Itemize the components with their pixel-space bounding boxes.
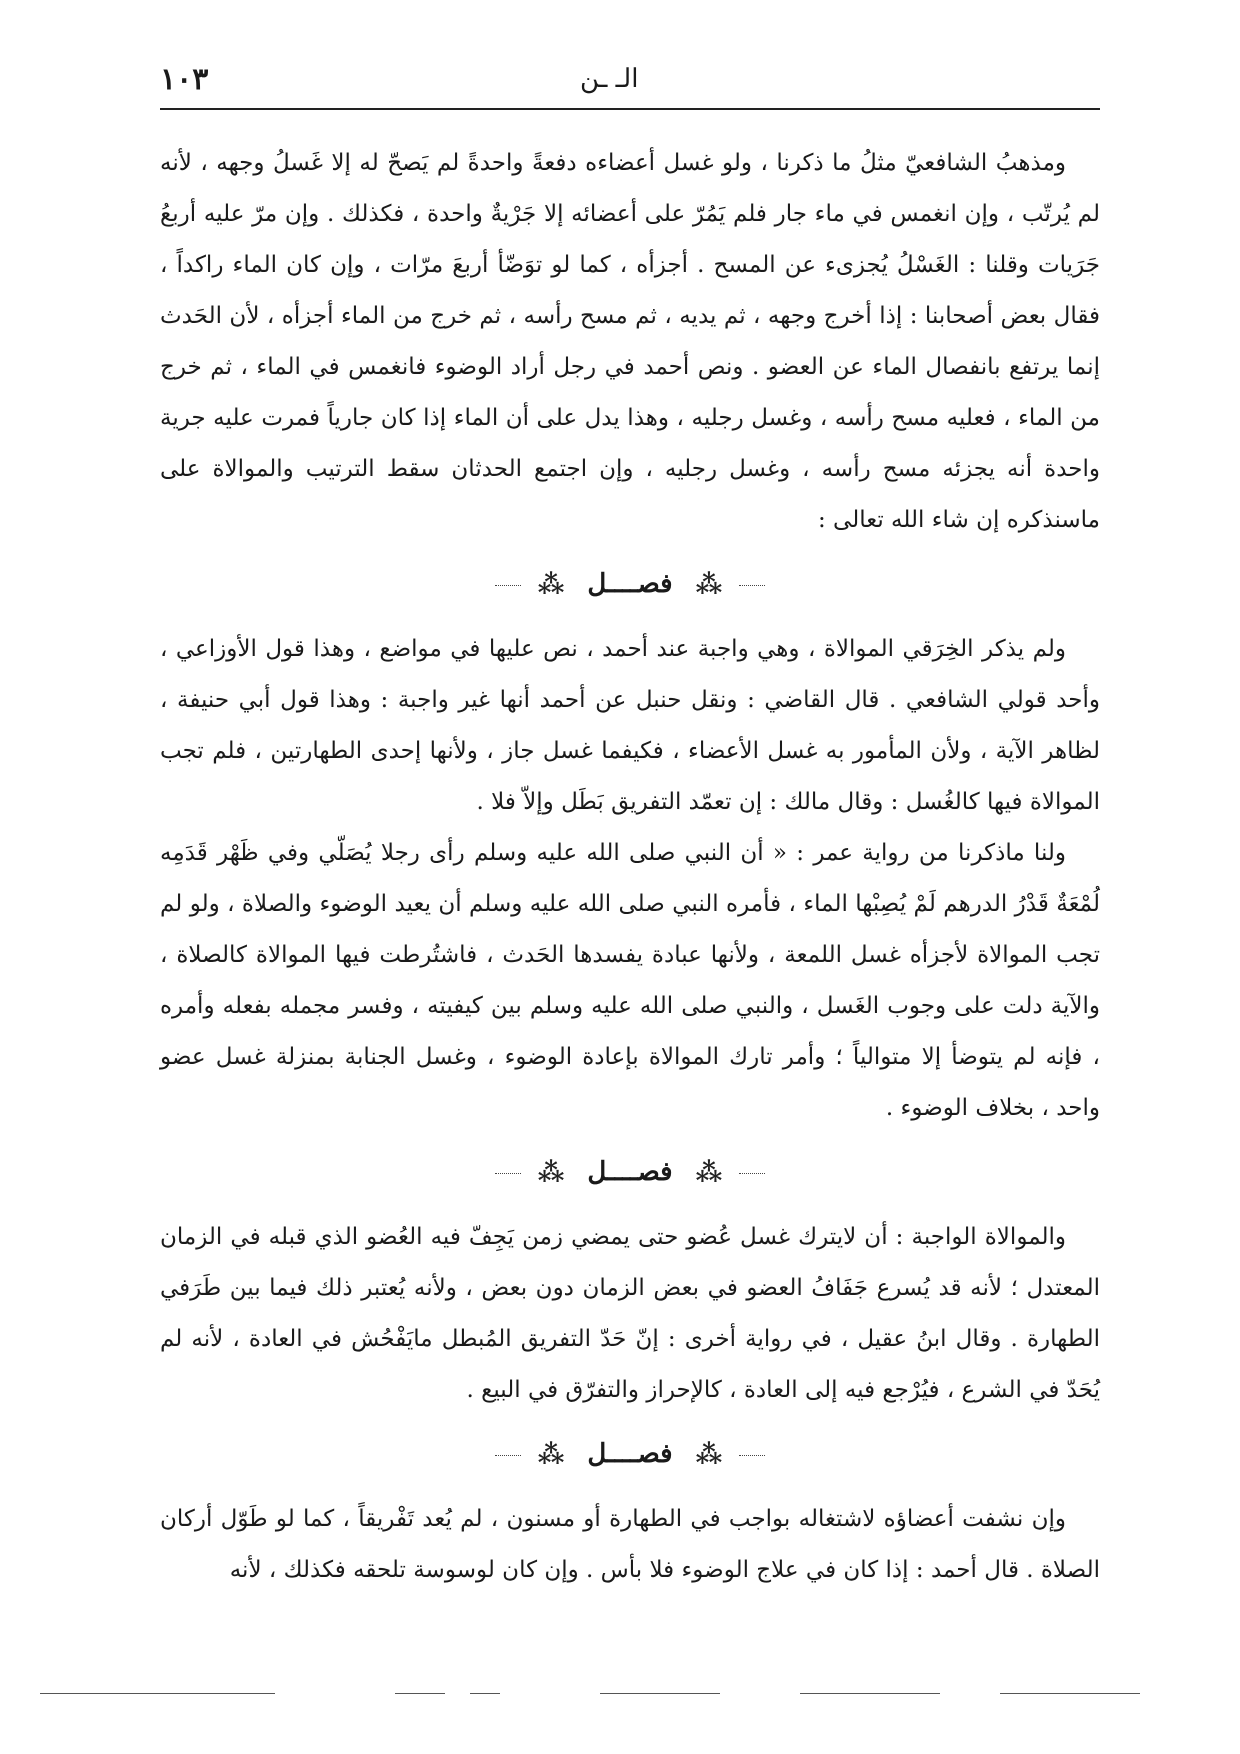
section-heading xyxy=(160,1424,1100,1484)
page-body xyxy=(160,138,1100,1596)
ornament-icon: ⁂ xyxy=(537,1158,565,1188)
section-title: فصــــل xyxy=(587,569,673,599)
ornament-line xyxy=(739,585,765,586)
ornament-icon: ⁂ xyxy=(695,570,723,600)
ornament-icon: ⁂ xyxy=(695,1440,723,1470)
page-number: ١٠٣ xyxy=(160,62,209,97)
paragraph-text: والموالاة الواجبة : أن لايترك غسل عُضو حتى يمضي زمن يَجِفّ فيه العُضو الذي قبله في الزمان المعتدل ؛ لأنه قد يُسرع جَفَافُ العضو في بعض الزمان دون بعض ، ولأنه يُعتبر ذلك فيما بين طَرَفي الطهارة . وقال ابنُ عقيل ، في رواية أخرى : إنّ حَدّ التفريق المُبطل مايَفْحُش في العادة ، لأنه لم يُحَدّ في الشرع ، فيُرْجع فيه إلى العادة ، كالإحراز والتفرّق في البيع . xyxy=(160,1224,1100,1403)
paragraph-text: ومذهبُ الشافعيّ مثلُ ما ذكرنا ، ولو غسل أعضاءه دفعةً واحدةً لم يَصحّ له إلا غَسلُ وجهه ، لأنه لم يُرتّب ، وإن انغمس في ماء جار فلم يَمُرّ على أعضائه إلا جَرْيةٌ واحدة ، فكذلك . وإن مرّ عليه أربعُ جَرَيات وقلنا : الغَسْلُ يُجزىء عن المسح . أجزأه ، كما لو توَضّأ أربعَ مرّات ، وإن كان الماء راكداً ، فقال بعض أصحابنا : إذا أخرج وجهه ، ثم يديه ، ثم مسح رأسه ، ثم خرج من الماء أجزأه ، لأن الحَدث إنما يرتفع بانفصال الماء عن العضو . ونص أحمد في رجل أراد الوضوء فانغمس في الماء ، ثم خرج من الماء ، فعليه مسح رأسه ، وغسل رجليه ، وهذا يدل على أن الماء إذا كان جارياً فمرت عليه جرية واحدة أنه يجزئه مسح رأسه ، وغسل رجليه ، وإن اجتمع الحدثان سقط الترتيب والموالاة على ماسنذكره إن شاء الله تعالى : xyxy=(160,150,1100,533)
paragraph xyxy=(160,828,1100,1134)
header-rule xyxy=(160,108,1100,110)
footer-rule xyxy=(470,1693,500,1694)
ornament-line xyxy=(495,1173,521,1174)
footer-rule xyxy=(800,1693,940,1694)
footer-rules xyxy=(40,1693,1140,1697)
paragraph-text: ولنا ماذكرنا من رواية عمر : « أن النبي صلى الله عليه وسلم رأى رجلا يُصَلّي وفي ظَهْر قَدَمِه لُمْعَةٌ قَدْرُ الدرهم لَمْ يُصِبْها الماء ، فأمره النبي صلى الله عليه وسلم أن يعيد الوضوء والصلاة ، ولو لم تجب الموالاة لأجزأه غسل اللمعة ، ولأنها عبادة يفسدها الحَدث ، فاشتُرطت فيها الموالاة كالصلاة ، والآية دلت على وجوب الغَسل ، والنبي صلى الله عليه وسلم بين كيفيته ، وفسر مجمله بفعله وأمره ، فإنه لم يتوضأ إلا متوالياً ؛ وأمر تارك الموالاة بإعادة الوضوء ، وغسل الجنابة بمنزلة غسل عضو واحد ، بخلاف الوضوء . xyxy=(160,840,1100,1121)
section-heading xyxy=(160,554,1100,614)
footer-rule xyxy=(1000,1693,1140,1694)
paragraph xyxy=(160,1212,1100,1416)
running-title: الـ ـن xyxy=(580,64,639,94)
paragraph xyxy=(160,624,1100,828)
page-header xyxy=(160,62,1100,108)
ornament-line xyxy=(739,1455,765,1456)
footer-rule xyxy=(40,1693,275,1694)
ornament-line xyxy=(495,1455,521,1456)
ornament-line xyxy=(739,1173,765,1174)
ornament-icon: ⁂ xyxy=(537,1440,565,1470)
ornament-line xyxy=(495,585,521,586)
paragraph xyxy=(160,1494,1100,1596)
footer-rule xyxy=(395,1693,445,1694)
paragraph-text: ولم يذكر الخِرَقي الموالاة ، وهي واجبة عند أحمد ، نص عليها في مواضع ، وهذا قول الأوزاعي ، وأحد قولي الشافعي . قال القاضي : ونقل حنبل عن أحمد أنها غير واجبة : وهذا قول أبي حنيفة ، لظاهر الآية ، ولأن المأمور به غسل الأعضاء ، فكيفما غسل جاز ، ولأنها إحدى الطهارتين ، فلم تجب الموالاة فيها كالغُسل : وقال مالك : إن تعمّد التفريق بَطَل وإلاّ فلا . xyxy=(160,636,1100,815)
section-title: فصــــل xyxy=(587,1439,673,1469)
footer-rule xyxy=(600,1693,720,1694)
paragraph-text: وإن نشفت أعضاؤه لاشتغاله بواجب في الطهارة أو مسنون ، لم يُعد تَفْريقاً ، كما لو طَوّل أركان الصلاة . قال أحمد : إذا كان في علاج الوضوء فلا بأس . وإن كان لوسوسة تلحقه فكذلك ، لأنه xyxy=(160,1506,1100,1583)
section-title: فصــــل xyxy=(587,1157,673,1187)
ornament-icon: ⁂ xyxy=(695,1158,723,1188)
paragraph xyxy=(160,138,1100,546)
ornament-icon: ⁂ xyxy=(537,570,565,600)
section-heading xyxy=(160,1142,1100,1202)
